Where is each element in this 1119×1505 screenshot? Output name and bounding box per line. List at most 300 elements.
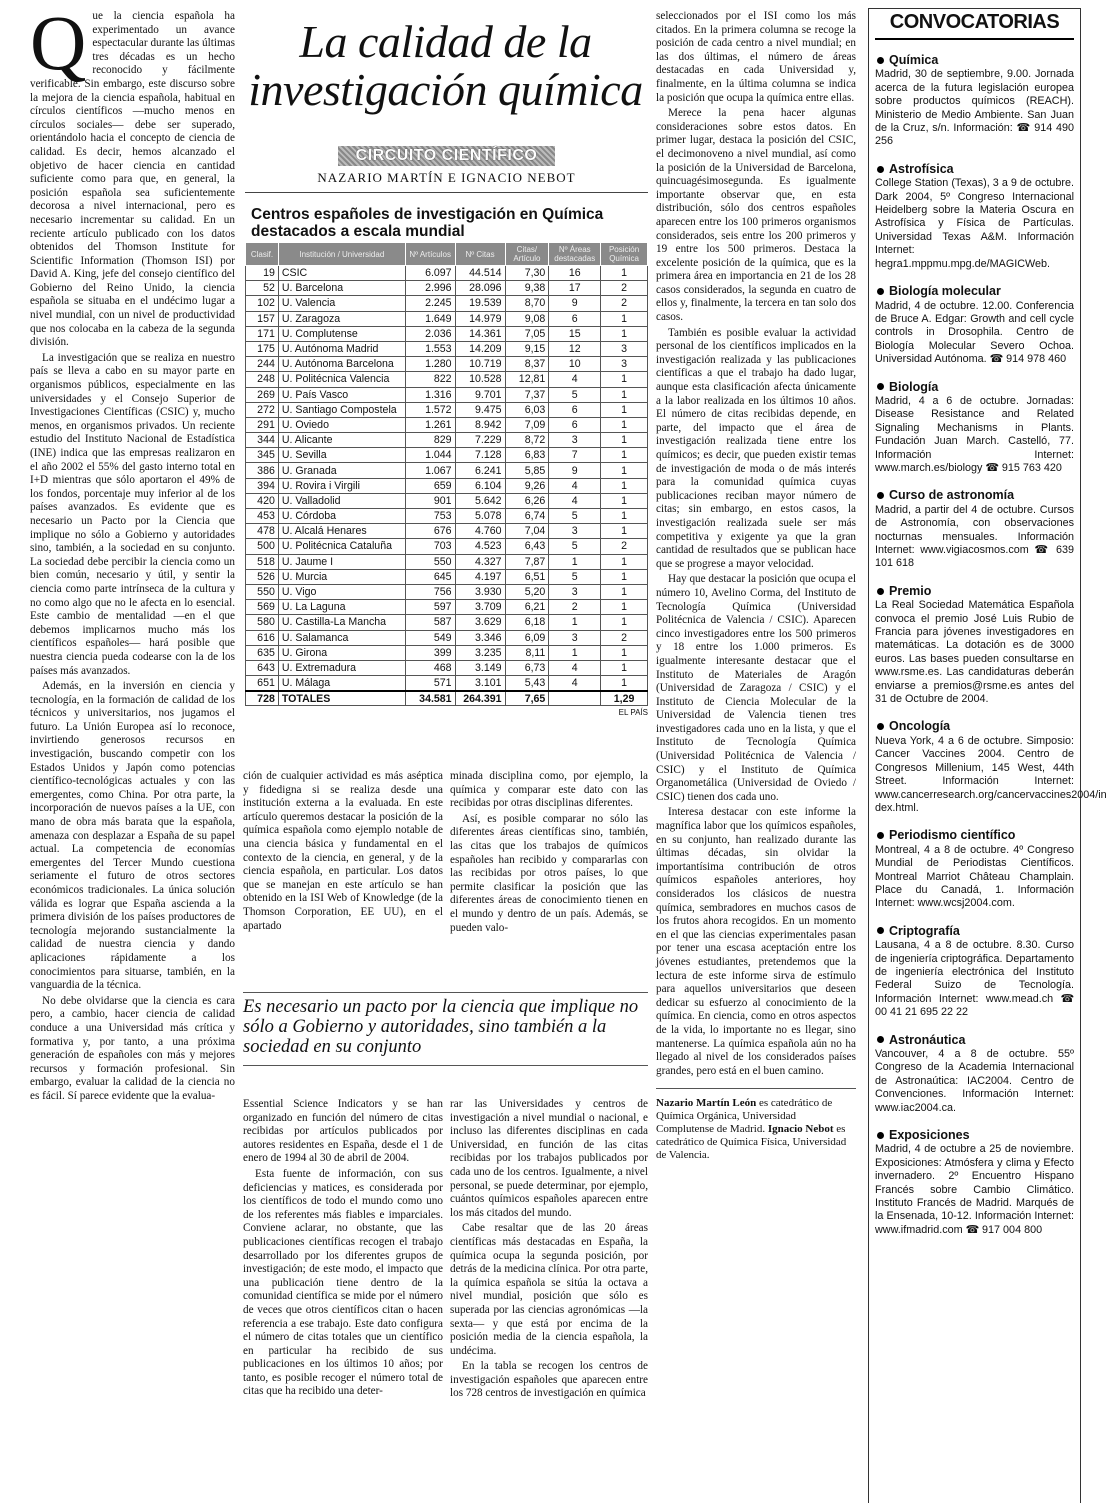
- table-cell: 569: [246, 600, 279, 615]
- table-cell: U. Alcalá Henares: [278, 524, 405, 539]
- table-cell: 3: [601, 341, 648, 356]
- total-cell: 728: [246, 691, 279, 706]
- table-cell: 3.930: [455, 584, 505, 599]
- table-cell: 1.067: [405, 463, 455, 478]
- total-cell: [549, 691, 601, 706]
- table-cell: 4.197: [455, 569, 505, 584]
- table-cell: 12: [549, 341, 601, 356]
- table-cell: 1: [601, 676, 648, 691]
- table-cell: 676: [405, 524, 455, 539]
- table-cell: U. Sevilla: [278, 448, 405, 463]
- paragraph: Merece la pena hacer algunas consideraciones sobre estos datos. En primer lugar, destaca la posición del CSIC, el decimonoveno a nivel mundial, así como la posición de la Universidad de Barcelona, quincuagésimosegunda. Es igualmente importante observar que, en esta distribución, sólo dos centros españoles aparecen entre los 100 primeros organismos considerados, seis entre los 200 primeros y 19 entre los 500 primeros. Destaca la excelente posición de la química, que es la primera área en importancia en 21 de los 28 casos considerados, la segunda en cuatro de ellos y, finalmente, la tercera en tan solo dos casos.: [656, 107, 856, 324]
- header-cell: Citas/ Artículo: [505, 243, 549, 266]
- table-cell: 6.097: [405, 266, 455, 281]
- table-cell: 1: [549, 554, 601, 569]
- table-cell: 478: [246, 524, 279, 539]
- table-cell: 6.104: [455, 478, 505, 493]
- table-cell: 3.629: [455, 615, 505, 630]
- table-cell: 1.261: [405, 417, 455, 432]
- event-body: La Real Sociedad Matemática Española convoca el premio José Luis Rubio de Francia para jóvenes investigadores en matemáticas. La dotación es de 3000 euros. Las bases pueden consultarse en www.rsme.es. Las candidaturas deberán enviarse a premios@rsme.es antes del 31 de Octubre de 2004.: [875, 599, 1074, 706]
- table-cell: U. Córdoba: [278, 509, 405, 524]
- table-cell: 1: [601, 448, 648, 463]
- bullet-icon: [877, 57, 884, 64]
- event-heading-text: Astrofísica: [889, 161, 954, 176]
- bullet-icon: [877, 927, 884, 934]
- table-cell: 17: [549, 281, 601, 296]
- table-cell: 2.036: [405, 326, 455, 341]
- table-cell: 52: [246, 281, 279, 296]
- event-body: Montreal, 4 a 8 de octubre. 4º Congreso Mundial de Periodistas Científicos. Montreal Marriot Château Champlain. Place du Canadá, 1. Información Internet: www.wcsj2004.com.: [875, 843, 1074, 910]
- table-cell: 2: [601, 539, 648, 554]
- table-cell: 6,03: [505, 402, 549, 417]
- table-cell: U. Autónoma Madrid: [278, 341, 405, 356]
- article-column-2d: [450, 1098, 648, 1403]
- table-cell: 269: [246, 387, 279, 402]
- total-cell: 34.581: [405, 691, 455, 706]
- paragraph: Essential Science Indicators y se han organizado en función del número de citas recibidas por artículos publicados por autores residentes en España, desde el 1 de enero de 1994 al 30 de abril de 2004.: [243, 1098, 443, 1165]
- event-heading: [875, 285, 1074, 298]
- table-cell: 244: [246, 357, 279, 372]
- table-cell: 635: [246, 645, 279, 660]
- table-cell: 7.229: [455, 433, 505, 448]
- table-cell: 1: [601, 433, 648, 448]
- table-cell: 6,21: [505, 600, 549, 615]
- bullet-icon: [877, 1132, 884, 1139]
- table-cell: 901: [405, 493, 455, 508]
- event-heading-text: Oncología: [889, 719, 951, 734]
- table-cell: U. Politécnica Cataluña: [278, 539, 405, 554]
- bullet-icon: [877, 723, 884, 730]
- headline: La calidad de la investigación química: [248, 16, 643, 115]
- table-cell: 175: [246, 341, 279, 356]
- table-cell: 7: [549, 448, 601, 463]
- table-cell: 399: [405, 645, 455, 660]
- table-cell: 1: [601, 615, 648, 630]
- author-desc: es catedrático de Química Física, Universidad de Valencia.: [656, 1123, 847, 1162]
- table-source: EL PAÍS: [618, 708, 648, 718]
- event-heading: [875, 925, 1074, 938]
- table-cell: U. Extremadura: [278, 660, 405, 675]
- table-cell: 1.572: [405, 402, 455, 417]
- table-row: [246, 539, 648, 554]
- table-row: [246, 569, 648, 584]
- table-cell: 6,51: [505, 569, 549, 584]
- table-cell: 5: [549, 569, 601, 584]
- table-cell: 1.649: [405, 311, 455, 326]
- table-cell: 550: [246, 584, 279, 599]
- event-body: Madrid, 4 de octubre a 25 de noviembre. Exposiciones: Atmósfera y clima y Efecto invernadero. 2º Encuentro Hispano Francés sobre Cambio Climático. Instituto Francés de Madrid. Marqués de la Ensenada, 10-12. Información Internet: www.ifmadrid.com ☎ 917 004 800: [875, 1143, 1074, 1236]
- table-cell: 6.241: [455, 463, 505, 478]
- table-cell: 8.942: [455, 417, 505, 432]
- table-cell: U. Málaga: [278, 676, 405, 691]
- table-total-row: [246, 691, 648, 706]
- table-cell: 420: [246, 493, 279, 508]
- table-cell: 1: [601, 660, 648, 675]
- table-cell: 6: [549, 311, 601, 326]
- table-row: [246, 311, 648, 326]
- table-cell: 12,81: [505, 372, 549, 387]
- event-item: [875, 1034, 1074, 1115]
- table-cell: 345: [246, 448, 279, 463]
- table-cell: U. Santiago Compostela: [278, 402, 405, 417]
- table-cell: 2: [549, 600, 601, 615]
- table-cell: U. Murcia: [278, 569, 405, 584]
- author-bio: [656, 1088, 856, 1162]
- event-heading: [875, 489, 1074, 502]
- event-heading-text: Química: [889, 53, 939, 67]
- table-cell: U. Oviedo: [278, 417, 405, 432]
- event-heading: [875, 163, 1074, 176]
- table-cell: 157: [246, 311, 279, 326]
- table-cell: 5,43: [505, 676, 549, 691]
- table-cell: 571: [405, 676, 455, 691]
- table-cell: 550: [405, 554, 455, 569]
- table-cell: 9: [549, 463, 601, 478]
- event-item: [875, 829, 1074, 910]
- table-row: [246, 402, 648, 417]
- table-cell: 6,73: [505, 660, 549, 675]
- event-heading-text: Premio: [889, 583, 932, 598]
- table-cell: 468: [405, 660, 455, 675]
- event-item: [875, 719, 1107, 815]
- table-cell: 651: [246, 676, 279, 691]
- table-cell: 2: [601, 296, 648, 311]
- event-item: [875, 163, 1074, 271]
- table-cell: 3: [549, 630, 601, 645]
- table-cell: 10.528: [455, 372, 505, 387]
- table-cell: 4: [549, 493, 601, 508]
- header-cell: Institución / Universidad: [278, 243, 405, 266]
- table-cell: 10: [549, 357, 601, 372]
- table-cell: 8,70: [505, 296, 549, 311]
- paragraph: Esta fuente de información, con sus deficiencias y matices, es considerada por los científicos de todo el mundo como uno de los referentes más fiables e imparciales. Conviene aclarar, no obstante, que las publicaciones científicas recogen el trabajo desarrollado por los diferentes grupos de investigación; de este modo, el impacto que una publicación tiene dentro de la comunidad científica se mide por el número de veces que otros científicos citan o hacen referencia a ese trabajo. Este dato configura el número de citas totales que un científico en particular ha recibido de sus publicaciones en los últimos 10 años; por tanto, es posible recoger el número total de citas que ha recibido una deter-: [243, 1167, 443, 1398]
- table-cell: 1: [601, 584, 648, 599]
- drop-cap: Q: [30, 0, 87, 86]
- event-item: [875, 489, 1074, 570]
- event-item: [875, 54, 1074, 149]
- table-cell: 6: [549, 417, 601, 432]
- table-cell: 14.209: [455, 341, 505, 356]
- table-row: [246, 660, 648, 675]
- table-cell: 518: [246, 554, 279, 569]
- table-cell: 3: [549, 584, 601, 599]
- table-cell: 5.078: [455, 509, 505, 524]
- paragraph: No debe olvidarse que la ciencia es cara pero, a cambio, hacer ciencia de calidad conduce a una Universidad más crítica y formativa y, por tanto, a una próxima generación de españoles con más y mejores recursos y formación profesional. Sin embargo, evaluar la calidad de la ciencia no es fácil. Sí parece evidente que la evalua-: [30, 994, 235, 1102]
- event-body: Nueva York, 4 a 6 de octubre. Simposio: Cancer Vaccines 2004. Centro de Congresos Millenium, 145 West, 44th Street. Información Internet: www.cancerresearch.org/cancervaccines2004/in dex.html.: [875, 734, 1107, 814]
- events-sidebar: [868, 8, 1107, 1503]
- table-cell: 3.235: [455, 645, 505, 660]
- table-row: [246, 417, 648, 432]
- table-row: [246, 676, 648, 691]
- table-cell: 1: [601, 387, 648, 402]
- table-cell: U. Salamanca: [278, 630, 405, 645]
- paragraph: En la tabla se recogen los centros de investigación españoles que aparecen entre los 728 centros de investigación en química: [450, 1360, 648, 1400]
- table-cell: 1: [601, 509, 648, 524]
- table-cell: 756: [405, 584, 455, 599]
- author-name: Ignacio Nebot: [767, 1123, 834, 1136]
- article-column-2b: [450, 770, 648, 937]
- table-cell: 3.149: [455, 660, 505, 675]
- total-cell: 1,29: [601, 691, 648, 706]
- table-cell: 9,08: [505, 311, 549, 326]
- table-cell: 453: [246, 509, 279, 524]
- table-cell: 4: [549, 372, 601, 387]
- table-cell: 3: [601, 357, 648, 372]
- event-heading: [875, 54, 1074, 67]
- event-body: College Station (Texas), 3 a 9 de octubre. Dark 2004, 5º Congreso Internacional Heidelberg sobre la Materia Oscura en Astrofísica y Física de Partículas. Universidad Texas A&M. Información Internet: hegra1.mppmu.mpg.de/MAGICWeb.: [875, 177, 1074, 270]
- header-cell: Posición Química: [601, 243, 648, 266]
- table-row: [246, 266, 648, 281]
- table-cell: 6,43: [505, 539, 549, 554]
- table-cell: U. Granada: [278, 463, 405, 478]
- table-cell: 394: [246, 478, 279, 493]
- paragraph: Hay que destacar la posición que ocupa el número 10, Avelino Corma, del Instituto de Tecnología Química (Universidad Politécnica de Valencia / CSIC). Aparecen cinco investigadores entre los 500 primeros y 18 entre los 1.000 primeros. Es igualmente interesante destacar que el Instituto de Materiales de Aragón (Universidad de Zaragoza / CSIC) y el Instituto de Ciencia Molecular de la Universidad de Valencia tienen tres investigadores cada uno en la lista, y que el Instituto de Tecnología Química (Universidad Politécnica de Valencia / CSIC) y el Instituto de Química Organometálica (Universidad de Oviedo / CSIC) tienen dos cada uno.: [656, 573, 856, 803]
- section-label: CIRCUITO CIENTÍFICO: [338, 146, 556, 166]
- table-cell: U. Jaume I: [278, 554, 405, 569]
- table-cell: 3: [549, 524, 601, 539]
- paragraph: Interesa destacar con este informe la magnífica labor que los químicos españoles, en su conjunto, han realizado durante las últimas décadas, sin olvidar la importantísima contribución de otros químicos españoles anteriores, hoy considerados los clásicos de nuestra química, sembradores en muchos casos de los frutos ahora recogidos. En un momento en el que las ciencias experimentales pasan por tener una escasa aceptación entre los jóvenes estudiantes, pretendemos que la lectura de este informe sirva de estímulo para aquellos universitarios que deseen dedicar su esfuerzo al conocimiento de la química. En ciencia, como en otros aspectos de la vida, lo importante no es llegar, sino mantenerse. La química española aún no ha llegado al nivel de los considerados países grandes, pero está en el buen camino.: [656, 806, 856, 1077]
- event-heading: [875, 381, 1074, 394]
- event-heading-text: Exposiciones: [889, 1128, 970, 1143]
- table-cell: 7,37: [505, 387, 549, 402]
- paragraph: ción de cualquier actividad es más aséptica y fidedigna si se realiza desde una institución externa a la evaluada. En este artículo queremos destacar la posición de la química española como ejemplo notable de una ciencia básica y fundamental en el contexto de la ciencia, en general, y de la ciencia española, en particular. Los datos que se manejan en este artículo se han obtenido en la ISI Web of Knowledge (de la Thomson Corporation, EE UU), en el apartado: [243, 770, 443, 932]
- table-cell: U. Valladolid: [278, 493, 405, 508]
- table-cell: 2: [601, 281, 648, 296]
- table-cell: U. Politécnica Valencia: [278, 372, 405, 387]
- table-cell: 7,30: [505, 266, 549, 281]
- table-cell: 14.979: [455, 311, 505, 326]
- table-cell: 9,26: [505, 478, 549, 493]
- table-cell: 580: [246, 615, 279, 630]
- pull-quote: Es necesario un pacto por la ciencia que implique no sólo a Gobierno y autoridades, sino también a la sociedad en su conjunto: [243, 992, 648, 1066]
- bullet-icon: [877, 492, 884, 499]
- table-cell: 4: [549, 660, 601, 675]
- table-cell: 549: [405, 630, 455, 645]
- table-cell: 9,38: [505, 281, 549, 296]
- table-row: [246, 509, 648, 524]
- event-body: Vancouver, 4 a 8 de octubre. 55º Congreso de la Academia Internacional de Astronaútica: IAC2004. Centro de Convenciones. Información Internet: www.iac2004.ca.: [875, 1048, 1074, 1114]
- paragraph: También es posible evaluar la actividad personal de los científicos implicados en la investigación realizada y las publicaciones científicas a que el trabajo ha dado lugar, aunque esta clasificación afecta únicamente a la labor realizada en los últimos 10 años. El número de citas recibidas depende, en parte, del impacto que el área de investigación realizada tiene entre los químicos; es decir, que pueden existir temas de investigación de moda o de más interés para la comunidad química cuyas publicaciones reciban mayor número de citas; sin embargo, en estos casos, la investigación realizada suele ser más competitiva y exigente ya que la gran cantidad de resultados que se publican hace que se progrese a mayor velocidad.: [656, 326, 856, 570]
- table-row: [246, 630, 648, 645]
- paragraph: rar las Universidades y centros de investigación a nivel mundial o nacional, e incluso las diferentes disciplinas en cada Universidad, en función de las citas recibidas por los trabajos publicados por cada uno de los centros. Igualmente, a nivel personal, se puede determinar, por ejemplo, cuántos químicos españoles aparecen entre los más citados del mundo.: [450, 1098, 648, 1219]
- author-desc: es catedrático de Química Orgánica, Universidad Complutense de Madrid.: [656, 1097, 833, 1136]
- table-cell: 6,74: [505, 509, 549, 524]
- table-cell: 6,83: [505, 448, 549, 463]
- table-cell: 9,15: [505, 341, 549, 356]
- event-item: [875, 925, 1074, 1020]
- author-name: Nazario Martín León: [656, 1097, 757, 1110]
- paragraph: Cabe resaltar que de las 20 áreas científicas más destacadas en España, la química ocupa la segunda posición, por detrás de la medicina clínica. Por otra parte, la química española se sitúa la octava a nivel mundial, posición que sólo es superada por las ciencias agronómicas —la sexta— y que está por encima de la posición media de la ciencia española, la undécima.: [450, 1222, 648, 1357]
- table-title: Centros españoles de investigación en Química destacados a escala mundial: [251, 206, 604, 240]
- table-cell: 597: [405, 600, 455, 615]
- total-cell: 264.391: [455, 691, 505, 706]
- event-heading: [875, 720, 1074, 733]
- table-cell: 102: [246, 296, 279, 311]
- table-cell: 3.346: [455, 630, 505, 645]
- table-header-row: [246, 243, 648, 266]
- table-row: [246, 341, 648, 356]
- table-row: [246, 493, 648, 508]
- table-cell: 2.245: [405, 296, 455, 311]
- table-row: [246, 524, 648, 539]
- header-cell: Nº Citas: [455, 243, 505, 266]
- table-cell: 753: [405, 509, 455, 524]
- table-cell: 829: [405, 433, 455, 448]
- table-cell: 1: [601, 402, 648, 417]
- table-row: [246, 448, 648, 463]
- event-body: Madrid, 4 de octubre. 12.00. Conferencia de Bruce A. Edgar: Growth and cell cycle controls in Drosophila. Centro de Biología Molecular Severo Ochoa. Universidad Autónoma. ☎ 914 978 460: [875, 299, 1074, 366]
- table-cell: 1: [601, 600, 648, 615]
- table-cell: 1: [601, 524, 648, 539]
- paragraph: La investigación que se realiza en nuestro país se lleva a cabo en su mayor parte en organismos públicos, especialmente en las universidades y el Consejo Superior de Investigaciones Científicas (CSIC) y, mucho menos, en organismos privados. Un reciente estudio del Instituto Nacional de Estadística (INE) indica que las empresas realizaron en el año 2002 el 55% del gasto interno total en I+D mientras que sólo aportaron el 49% de los fondos, porcentaje muy inferior al de los países avanzados. Es evidente que es necesario un Pacto por la Ciencia que implique no sólo a Gobierno y autoridades sino, también, a la sociedad en su conjunto. La sociedad debe percibir la ciencia como un bien común, necesario y útil, y sentir la ciencia como parte intrínseca de la cultura y no como algo que no le afecta en lo esencial. Este cambio de mentalidad —en el que debemos implicarnos mucho más los científicos españoles— hará posible que nuestra ciencia pueda codearse con la de los países más avanzados.: [30, 351, 235, 677]
- table-cell: 4: [549, 478, 601, 493]
- table-row: [246, 615, 648, 630]
- table-cell: 2: [601, 630, 648, 645]
- table-cell: 1: [601, 463, 648, 478]
- table-cell: 6,26: [505, 493, 549, 508]
- table-cell: 5,20: [505, 584, 549, 599]
- table-cell: 1.280: [405, 357, 455, 372]
- table-row: [246, 645, 648, 660]
- event-body: Madrid, a partir del 4 de octubre. Cursos de Astronomía, con observaciones nocturnas mensuales. Información Internet: www.vigiacosmos.com ☎ 639 101 618: [875, 503, 1074, 570]
- table-row: [246, 387, 648, 402]
- paragraph: Así, es posible comparar no sólo las diferentes áreas científicas sino, también, las citas que los trabajos de químicos españoles han recibido y compararlas con las recibidas por otros países, lo que permite clasificar la posición que las diferentes áreas de conocimiento tienen en el mundo y dentro de un país. Además, se pueden valo-: [450, 812, 648, 934]
- header-cell: Nº Áreas destacadas: [549, 243, 601, 266]
- paragraph: ue la ciencia española ha experimentado un avance espectacular durante las últimas tres décadas es un hecho reconocido y fácilmente verificable. Sin embargo, este discurso sobre la mejora de la ciencia española, habitual en círculos científicos —mucho menos en círculos sociales— debe ser superado, orientándolo hacia el concepto de ciencia de calidad. Es decir, hemos alcanzado el objetivo de hacer ciencia en cantidad suficiente como para que, en general, la posición española sea suficientemente decorosa a nivel internacional, pero es necesario incrementar su calidad. En un reciente artículo publicado con los datos obtenidos del Thomson Institute for Scientific Information (Thomson ISI) por David A. King, jefe del consejo científico del Gobierno del Reino Unido, la ciencia española se situaba en el undécimo lugar a nivel mundial, con un nivel de productividad que nos colocaba en la cabeza de la segunda división.: [30, 10, 235, 349]
- table-row: [246, 584, 648, 599]
- table-row: [246, 326, 648, 341]
- table-cell: 2.996: [405, 281, 455, 296]
- event-body: Lausana, 4 a 8 de octubre. 8.30. Curso de ingeniería criptográfica. Departamento de ingeniería electrónica del Instituto Federal Suizo de Tecnología. Información Internet: www.mead.ch ☎ 00 41 21 695 22 22: [875, 939, 1074, 1019]
- table-cell: 659: [405, 478, 455, 493]
- table-cell: 1.553: [405, 341, 455, 356]
- table-row: [246, 296, 648, 311]
- table-cell: 703: [405, 539, 455, 554]
- table-cell: 1: [601, 645, 648, 660]
- table-cell: 822: [405, 372, 455, 387]
- article-column-2a: [243, 770, 443, 935]
- table-cell: 1: [601, 372, 648, 387]
- event-heading: [875, 585, 1074, 598]
- table-cell: 1.044: [405, 448, 455, 463]
- table-cell: 3: [549, 433, 601, 448]
- byline: NAZARIO MARTÍN E IGNACIO NEBOT: [245, 170, 648, 193]
- event-body: Madrid, 30 de septiembre, 9.00. Jornada acerca de la futura legislación europea sobre productos químicos (REACH). Ministerio de Medio Ambiente. San Juan de la Cruz, s/n. Información: ☎ 914 490 256: [875, 68, 1074, 148]
- table-cell: U. La Laguna: [278, 600, 405, 615]
- table-cell: 1: [601, 326, 648, 341]
- table-cell: 4: [549, 676, 601, 691]
- table-cell: 19: [246, 266, 279, 281]
- table-cell: 5: [549, 539, 601, 554]
- event-heading-text: Criptografía: [889, 923, 960, 938]
- table-cell: 1: [601, 266, 648, 281]
- table-cell: 7.128: [455, 448, 505, 463]
- table-row: [246, 478, 648, 493]
- table-cell: 7,09: [505, 417, 549, 432]
- event-heading-text: Curso de astronomía: [889, 488, 1015, 503]
- table-cell: U. Complutense: [278, 326, 405, 341]
- event-heading-text: Biología: [889, 379, 939, 394]
- table-cell: 291: [246, 417, 279, 432]
- table-cell: U. Autónoma Barcelona: [278, 357, 405, 372]
- table-row: [246, 600, 648, 615]
- bullet-icon: [877, 588, 884, 595]
- event-heading: [875, 1129, 1074, 1142]
- total-cell: 7,65: [505, 691, 549, 706]
- paragraph: seleccionados por el ISI como los más citados. En la primera columna se recoge la posición de cada centro a nivel mundial; en las dos últimas, el número de áreas destacadas en cada Universidad y, finalmente, en la última columna se indica la posición que ocupa la química entre ellas.: [656, 10, 856, 104]
- table-row: [246, 357, 648, 372]
- table-cell: 171: [246, 326, 279, 341]
- table-cell: 1: [601, 417, 648, 432]
- table-cell: 4.760: [455, 524, 505, 539]
- event-heading-text: Biología molecular: [889, 284, 1001, 299]
- table-cell: 9.701: [455, 387, 505, 402]
- table-cell: 616: [246, 630, 279, 645]
- table-cell: 8,11: [505, 645, 549, 660]
- sidebar-title: CONVOCATORIAS: [875, 9, 1074, 40]
- table-row: [246, 281, 648, 296]
- table-cell: 5: [549, 509, 601, 524]
- event-heading-text: Astronáutica: [889, 1032, 966, 1047]
- section-banner: [245, 146, 648, 170]
- table-cell: 28.096: [455, 281, 505, 296]
- table-cell: 15: [549, 326, 601, 341]
- table-cell: 5,85: [505, 463, 549, 478]
- table-cell: 4.327: [455, 554, 505, 569]
- table-cell: 6,09: [505, 630, 549, 645]
- research-centers-table: [245, 242, 648, 706]
- table-cell: 248: [246, 372, 279, 387]
- table-cell: U. Barcelona: [278, 281, 405, 296]
- table-cell: 10.719: [455, 357, 505, 372]
- table-cell: U. Vigo: [278, 584, 405, 599]
- event-heading: [875, 829, 1074, 842]
- table-cell: 6,18: [505, 615, 549, 630]
- table-cell: U. Rovira i Virgili: [278, 478, 405, 493]
- table-cell: 19.539: [455, 296, 505, 311]
- table-cell: 7,87: [505, 554, 549, 569]
- event-heading-text: Periodismo científico: [889, 828, 1016, 843]
- table-cell: 1: [549, 615, 601, 630]
- article-column-1: [30, 0, 235, 1106]
- table-cell: 7,05: [505, 326, 549, 341]
- bullet-icon: [877, 166, 884, 173]
- table-cell: U. País Vasco: [278, 387, 405, 402]
- bullet-icon: [877, 832, 884, 839]
- table-cell: 44.514: [455, 266, 505, 281]
- table-row: [246, 554, 648, 569]
- paragraph: minada disciplina como, por ejemplo, la química y comparar este dato con las recibidas por otras disciplinas diferentes.: [450, 770, 648, 810]
- header-cell: Clasif.: [246, 243, 279, 266]
- table-cell: CSIC: [278, 266, 405, 281]
- table-cell: U. Alicante: [278, 433, 405, 448]
- table-cell: 386: [246, 463, 279, 478]
- table-cell: U. Valencia: [278, 296, 405, 311]
- bullet-icon: [877, 288, 884, 295]
- table-cell: 9.475: [455, 402, 505, 417]
- table-cell: 500: [246, 539, 279, 554]
- event-item: [875, 381, 1074, 476]
- table-cell: 526: [246, 569, 279, 584]
- table-cell: 6: [549, 402, 601, 417]
- table-cell: U. Castilla-La Mancha: [278, 615, 405, 630]
- table-cell: 16: [549, 266, 601, 281]
- event-item: [875, 585, 1074, 707]
- event-item: [875, 1129, 1074, 1237]
- table-cell: 5.642: [455, 493, 505, 508]
- bullet-icon: [877, 383, 884, 390]
- table-cell: 9: [549, 296, 601, 311]
